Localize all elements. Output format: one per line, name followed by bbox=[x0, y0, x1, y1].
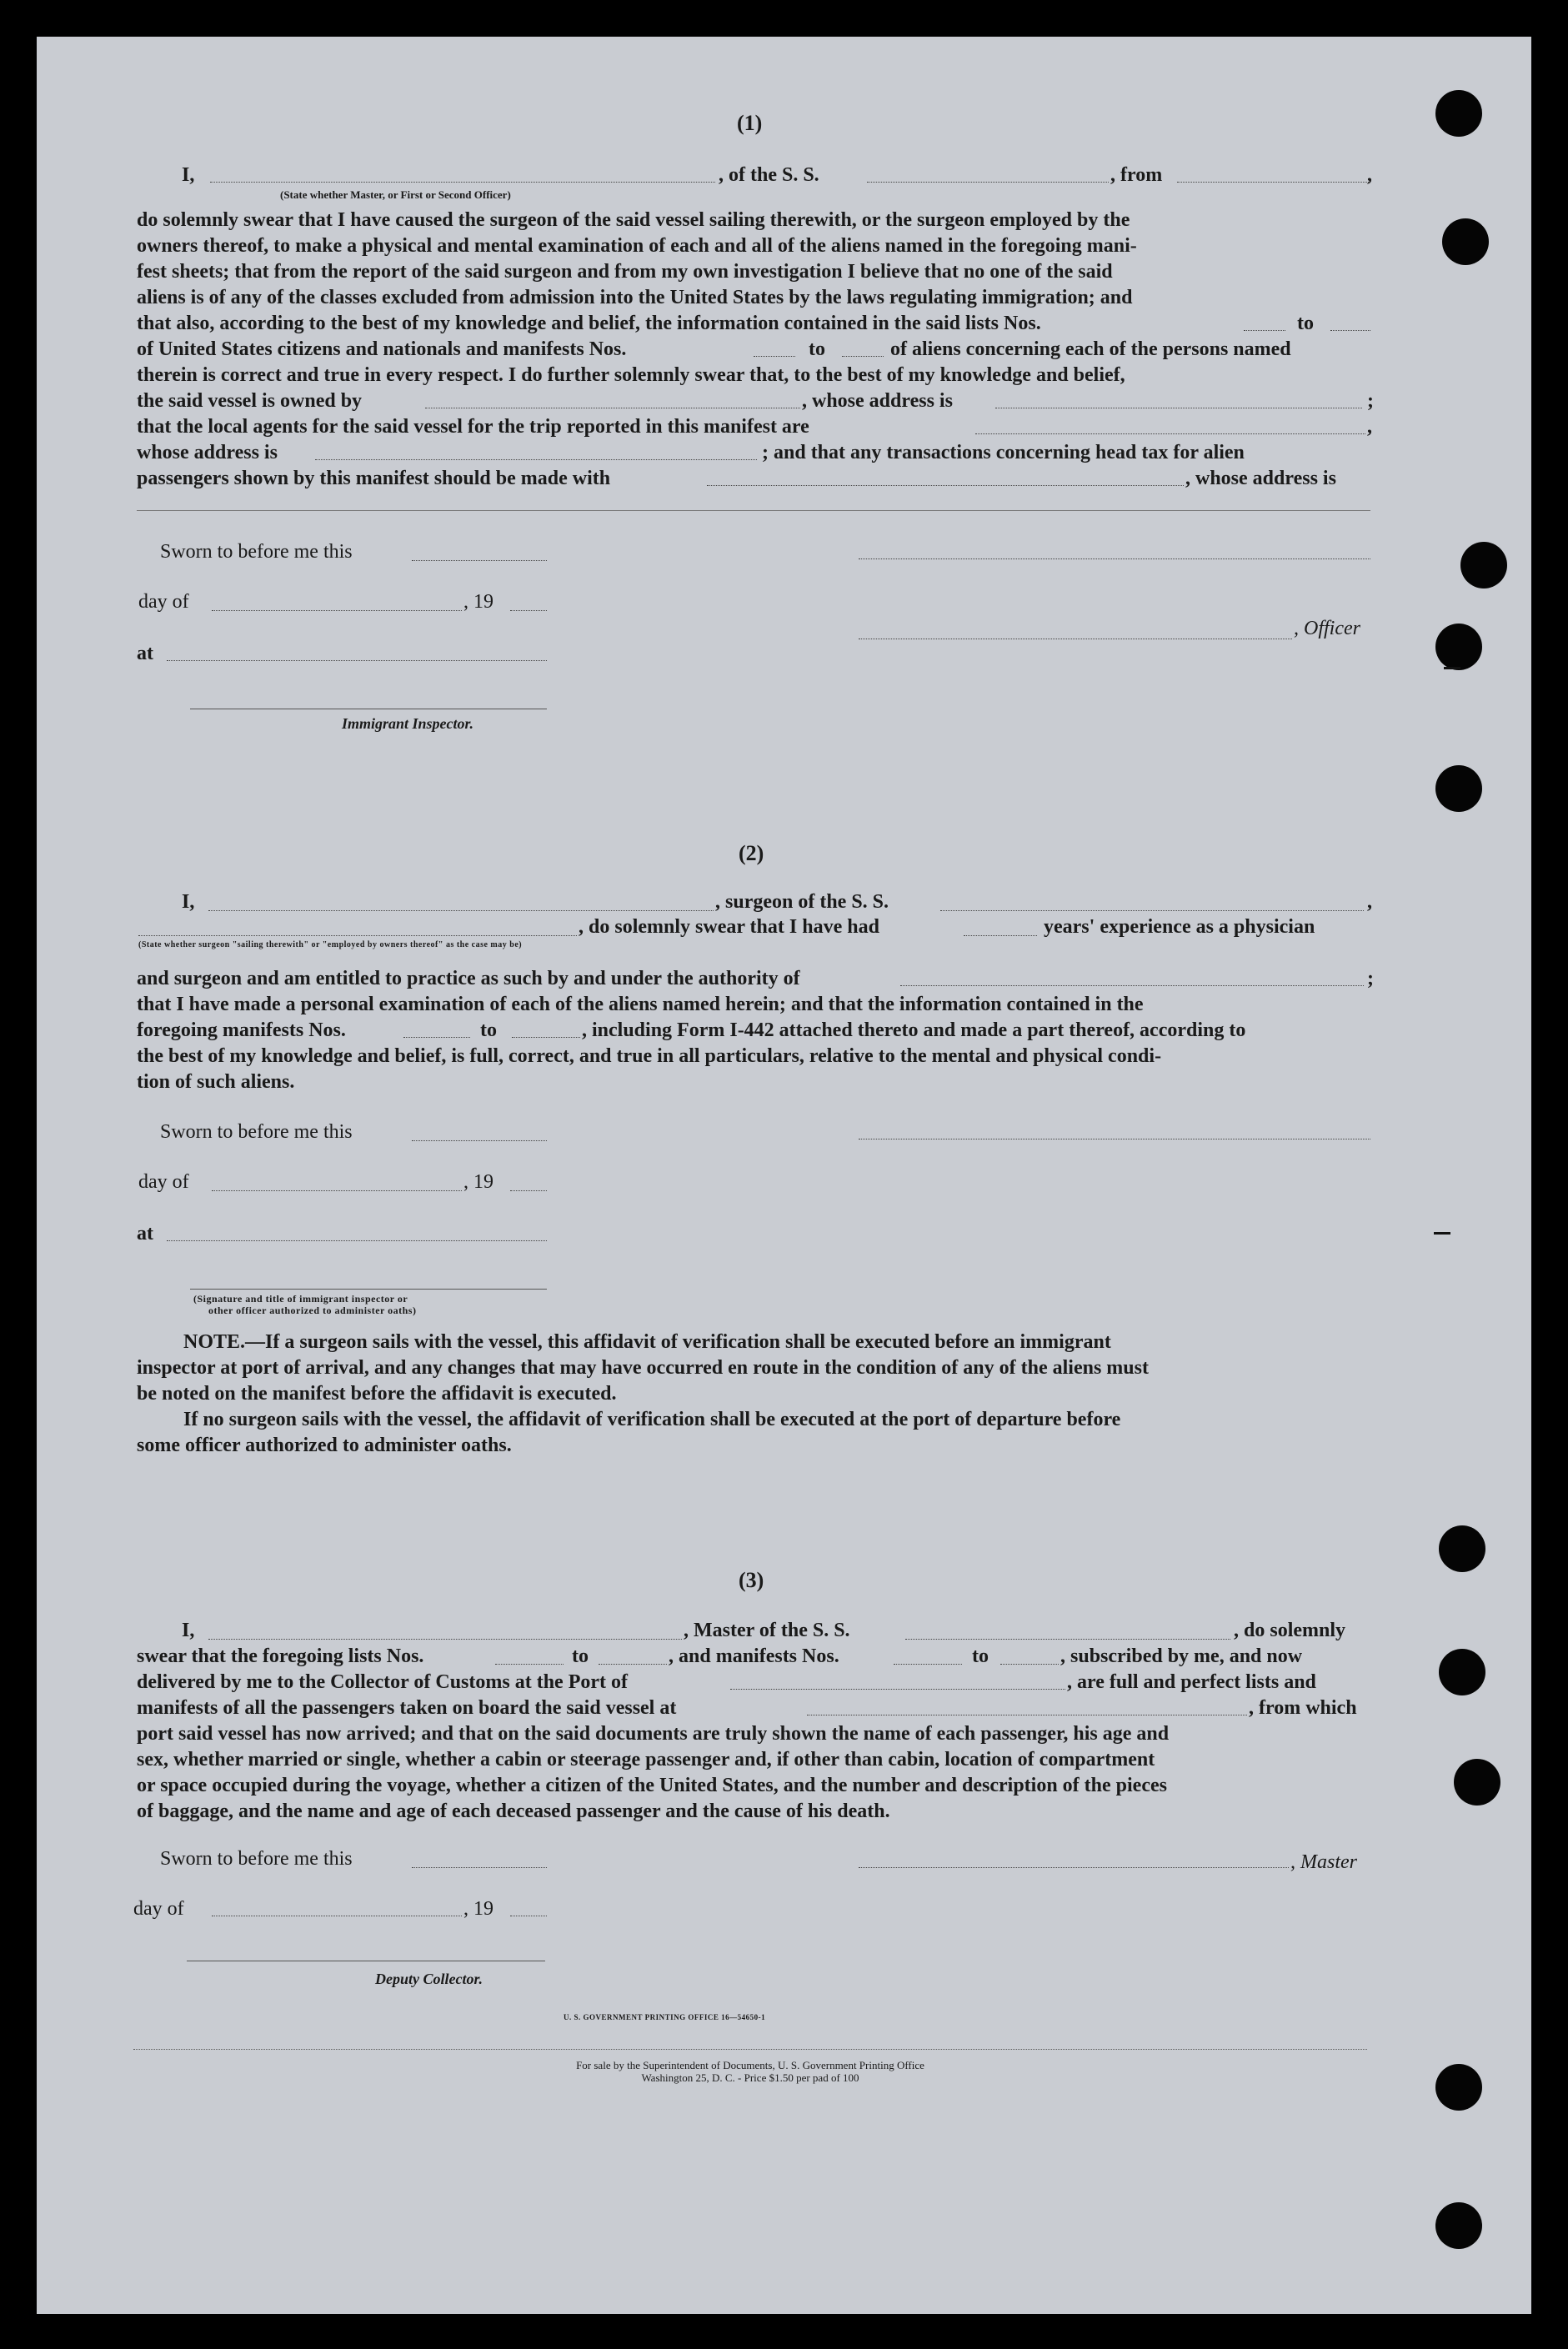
s2-sworn-label: Sworn to before me this bbox=[160, 1121, 353, 1143]
s1-whose-address-label: , whose address is bbox=[802, 390, 953, 412]
s3-text-line: of baggage, and the name and age of each deceased passenger and the cause of his death. bbox=[137, 1801, 890, 1822]
s2-text-line: the best of my knowledge and belief, is full, correct, and true in all particulars, relative to the mental and physical condi- bbox=[137, 1045, 1162, 1067]
s3-vessel-field[interactable] bbox=[905, 1639, 1230, 1640]
s1-vessel-field[interactable] bbox=[867, 182, 1109, 183]
s1-sworn-label: Sworn to before me this bbox=[160, 541, 353, 563]
s1-end-comma: , bbox=[1367, 164, 1372, 186]
binder-hole bbox=[1460, 542, 1507, 589]
s1-sworn-date-field[interactable] bbox=[412, 560, 547, 561]
s1-lists-to-field[interactable] bbox=[1330, 330, 1370, 331]
s3-text-line: port said vessel has now arrived; and that on the said documents are truly shown the name of each passenger, his age and bbox=[137, 1723, 1170, 1745]
s1-text-line: therein is correct and true in every respect. I do further solemnly swear that, to the best of my knowledge and belief, bbox=[137, 364, 1125, 386]
s1-to-label: to bbox=[1297, 313, 1314, 334]
s1-text-line: whose address is bbox=[137, 442, 278, 463]
s1-text-line: do solemnly swear that I have caused the surgeon of the said vessel sailing therewith, or the surgeon employed by the bbox=[137, 209, 1130, 231]
s1-address-line[interactable] bbox=[137, 510, 1370, 511]
s2-note-text: —If a surgeon sails with the vessel, this affidavit of verification shall be executed before an immigrant bbox=[245, 1331, 1111, 1353]
binder-hole bbox=[1435, 90, 1482, 137]
s1-from-label: , from bbox=[1110, 164, 1163, 186]
s1-officer-hint: (State whether Master, or First or Second Officer) bbox=[280, 188, 511, 201]
s1-year-field[interactable] bbox=[510, 610, 547, 611]
s2-surgeon-name-field[interactable] bbox=[208, 910, 714, 911]
s2-text-line: and surgeon and am entitled to practice as such by and under the authority of bbox=[137, 968, 800, 989]
s2-at-label: at bbox=[137, 1223, 153, 1245]
s3-text-line: , and manifests Nos. bbox=[669, 1645, 839, 1667]
s3-year-label: , 19 bbox=[463, 1898, 493, 1920]
s2-manifests-to-field[interactable] bbox=[512, 1037, 580, 1038]
s1-text-line: ; and that any transactions concerning head tax for alien bbox=[762, 442, 1245, 463]
s3-sworn-label: Sworn to before me this bbox=[160, 1848, 353, 1870]
s1-lists-from-field[interactable] bbox=[1244, 330, 1285, 331]
binder-hole bbox=[1435, 2064, 1482, 2111]
binder-hole bbox=[1439, 1525, 1485, 1572]
s2-sworn-date-field[interactable] bbox=[412, 1140, 547, 1141]
s1-manifests-to-field[interactable] bbox=[842, 356, 884, 357]
binder-hole bbox=[1435, 2202, 1482, 2249]
s3-day-label: day of bbox=[133, 1898, 184, 1920]
s1-text-line: fest sheets; that from the report of the said surgeon and from my own investigation I believe that no one of the said bbox=[137, 261, 1113, 283]
binder-hole bbox=[1454, 1759, 1500, 1806]
s1-agents-address-field[interactable] bbox=[315, 459, 757, 460]
s2-year-field[interactable] bbox=[510, 1190, 547, 1191]
s2-note-line: be noted on the manifest before the affidavit is executed. bbox=[137, 1383, 617, 1405]
footer-divider bbox=[133, 2049, 1367, 2050]
s2-surgeon-type-field[interactable] bbox=[138, 935, 577, 936]
s3-port-field[interactable] bbox=[730, 1689, 1065, 1690]
s1-text-line: , whose address is bbox=[1185, 468, 1336, 489]
s3-manifests-to-field[interactable] bbox=[1000, 1664, 1059, 1665]
s1-officer-label: , Officer bbox=[1294, 618, 1360, 639]
s2-note-line: If no surgeon sails with the vessel, the affidavit of verification shall be executed at the port of departure before bbox=[183, 1409, 1121, 1430]
s2-surgeon-of-label: , surgeon of the S. S. bbox=[715, 891, 889, 913]
s3-deputy-label: Deputy Collector. bbox=[375, 1971, 483, 1987]
s2-day-label: day of bbox=[138, 1171, 189, 1193]
s3-text-line: sex, whether married or single, whether a cabin or steerage passenger and, if other than cabin, location of compartment bbox=[137, 1749, 1155, 1771]
s3-text-line: or space occupied during the voyage, whether a citizen of the United States, and the number and description of the pieces bbox=[137, 1775, 1167, 1796]
s1-at-field[interactable] bbox=[167, 660, 547, 661]
edge-mark bbox=[1434, 1232, 1450, 1235]
s3-lists-to-field[interactable] bbox=[599, 1664, 667, 1665]
s2-at-field[interactable] bbox=[167, 1240, 547, 1241]
s2-note-line: inspector at port of arrival, and any changes that may have occurred en route in the condition of any of the aliens must bbox=[137, 1357, 1149, 1379]
s3-to-label: to bbox=[572, 1645, 589, 1667]
s3-text-line: , from which bbox=[1249, 1697, 1357, 1719]
s3-text-line: delivered by me to the Collector of Customs at the Port of bbox=[137, 1671, 628, 1693]
s1-at-label: at bbox=[137, 643, 153, 664]
s2-i-label: I, bbox=[182, 891, 195, 913]
s1-text-line: aliens is of any of the classes excluded from admission into the United States by the laws regulating immigration; and bbox=[137, 287, 1133, 308]
s1-day-field[interactable] bbox=[212, 610, 462, 611]
s1-text-line: that also, according to the best of my knowledge and belief, the information contained in the said lists Nos. bbox=[137, 313, 1041, 334]
edge-mark bbox=[1444, 667, 1460, 669]
section-2-number: (2) bbox=[739, 841, 764, 865]
s2-sig-title-1: (Signature and title of immigrant inspector or bbox=[193, 1293, 408, 1305]
s2-years-field[interactable] bbox=[964, 935, 1037, 936]
s1-from-field[interactable] bbox=[1177, 182, 1369, 183]
s1-text-line: of aliens concerning each of the persons named bbox=[890, 338, 1291, 360]
s1-officer-name-field[interactable] bbox=[210, 182, 715, 183]
s1-day-label: day of bbox=[138, 591, 189, 613]
s1-of-ss-label: , of the S. S. bbox=[719, 164, 819, 186]
section-1-number: (1) bbox=[737, 111, 763, 135]
s2-to-label: to bbox=[480, 1019, 497, 1041]
s1-head-tax-field[interactable] bbox=[707, 485, 1184, 486]
s3-master-of-label: , Master of the S. S. bbox=[684, 1620, 850, 1641]
s3-lists-from-field[interactable] bbox=[495, 1664, 564, 1665]
binder-hole bbox=[1442, 218, 1489, 265]
s1-inspector-label: Immigrant Inspector. bbox=[342, 715, 474, 732]
s2-text-line: tion of such aliens. bbox=[137, 1071, 295, 1093]
s2-text-line: , including Form I-442 attached thereto and made a part thereof, according to bbox=[582, 1019, 1246, 1041]
s3-text-line: manifests of all the passengers taken on board the said vessel at bbox=[137, 1697, 677, 1719]
footer-sale-line: For sale by the Superintendent of Documents, U. S. Government Printing Office bbox=[576, 2059, 924, 2071]
s1-text-line: of United States citizens and nationals and manifests Nos. bbox=[137, 338, 627, 360]
s2-authority-field[interactable] bbox=[900, 985, 1364, 986]
s2-note-line: some officer authorized to administer oaths. bbox=[137, 1435, 512, 1456]
s1-text-line: owners thereof, to make a physical and mental examination of each and all of the aliens named in the foregoing mani- bbox=[137, 235, 1137, 257]
s1-i-label: I, bbox=[182, 164, 195, 186]
binder-hole bbox=[1435, 624, 1482, 670]
s1-text-line: that the local agents for the said vessel for the trip reported in this manifest are bbox=[137, 416, 809, 438]
s3-master-label: , Master bbox=[1290, 1851, 1357, 1873]
s3-manifests-from-field[interactable] bbox=[894, 1664, 962, 1665]
s1-semicolon: ; bbox=[1367, 390, 1374, 412]
s1-to-label: to bbox=[809, 338, 825, 360]
s2-text-line: , do solemnly swear that I have had bbox=[579, 916, 879, 938]
binder-hole bbox=[1435, 765, 1482, 812]
s2-semicolon: ; bbox=[1367, 968, 1374, 989]
s2-text-line: that I have made a personal examination of each of the aliens named herein; and that the information contained in the bbox=[137, 994, 1144, 1015]
s1-year-label: , 19 bbox=[463, 591, 493, 613]
s2-note-label: NOTE. bbox=[183, 1331, 246, 1353]
s1-signature-field[interactable] bbox=[859, 558, 1370, 559]
s1-text-line: the said vessel is owned by bbox=[137, 390, 363, 412]
s3-master-signature-field[interactable] bbox=[859, 1867, 1289, 1868]
s3-master-name-field[interactable] bbox=[208, 1639, 682, 1640]
s2-hint: (State whether surgeon "sailing therewith" or "employed by owners thereof" as the case may be) bbox=[138, 940, 523, 949]
s2-day-field[interactable] bbox=[212, 1190, 462, 1191]
s1-agents-field[interactable] bbox=[975, 433, 1365, 434]
s2-year-label: , 19 bbox=[463, 1171, 493, 1193]
printing-office-code: U. S. GOVERNMENT PRINTING OFFICE 16—54650-1 bbox=[564, 2013, 766, 2021]
s2-manifests-from-field[interactable] bbox=[403, 1037, 470, 1038]
s2-sig-title-2: other officer authorized to administer oaths) bbox=[208, 1305, 417, 1316]
s3-text-line: swear that the foregoing lists Nos. bbox=[137, 1645, 424, 1667]
s3-to-label: to bbox=[972, 1645, 989, 1667]
footer-price-line: Washington 25, D. C. - Price $1.50 per pad of 100 bbox=[641, 2071, 859, 2084]
s3-text-line: , subscribed by me, and now bbox=[1060, 1645, 1303, 1667]
s2-text-line: years' experience as a physician bbox=[1044, 916, 1315, 938]
s2-vessel-field[interactable] bbox=[940, 910, 1364, 911]
s1-text-line: passengers shown by this manifest should be made with bbox=[137, 468, 611, 489]
binder-hole bbox=[1439, 1649, 1485, 1695]
s3-text-line: , are full and perfect lists and bbox=[1067, 1671, 1316, 1693]
s2-note-line bbox=[183, 1330, 1111, 1354]
s2-text-line: foregoing manifests Nos. bbox=[137, 1019, 346, 1041]
s3-sworn-date-field[interactable] bbox=[412, 1867, 547, 1868]
s2-signature-line[interactable] bbox=[190, 1289, 547, 1290]
s2-comma: , bbox=[1367, 891, 1372, 913]
s1-comma: , bbox=[1367, 416, 1372, 438]
section-3-number: (3) bbox=[739, 1568, 764, 1592]
s3-i-label: I, bbox=[182, 1620, 195, 1641]
s3-text-line: , do solemnly bbox=[1234, 1620, 1346, 1641]
s1-manifests-from-field[interactable] bbox=[754, 356, 795, 357]
